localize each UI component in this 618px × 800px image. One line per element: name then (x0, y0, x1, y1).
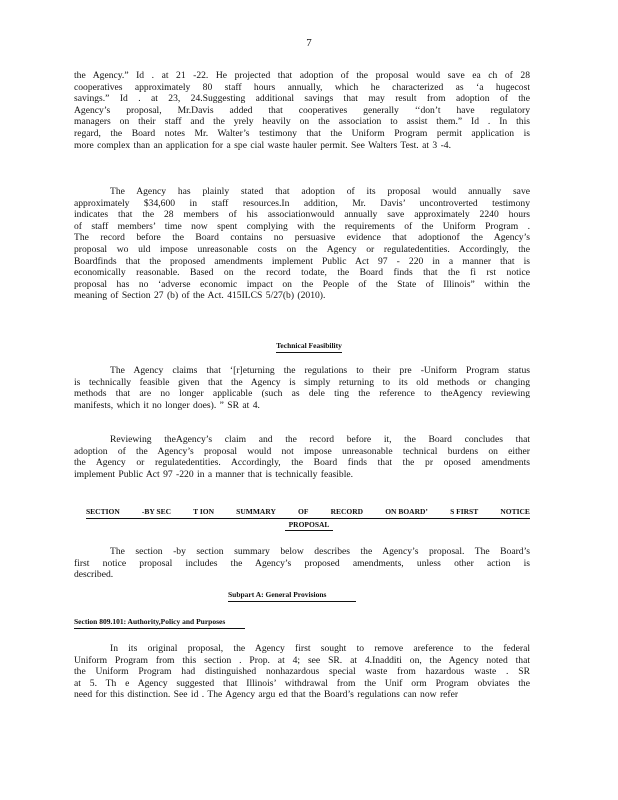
heading-subpart-a (228, 590, 356, 602)
paragraph-line: the Uniform Program had distinguished nonhazardous special waste from hazardous waste . SR (74, 666, 530, 678)
summary-heading-word: T ION (193, 507, 215, 516)
paragraph-line: the Agency.” Id . at 21 -22. He projected that adoption of the proposal would save ea ch of 28 (74, 70, 530, 81)
paragraph-line: methods that are no longer applicable (such as dele ting the reference to theAgency reviewing (74, 388, 530, 400)
paragraph-technical-review (74, 434, 530, 480)
heading-technical-feasibility-text: Technical Feasibility (276, 341, 342, 353)
summary-heading-word: ON BOARD’ (385, 507, 428, 516)
page-number: 7 (306, 37, 312, 49)
paragraph-line: at 5. Th e Agency suggested that Illinois’ withdrawal from the Unif orm Program obviates the (74, 677, 530, 689)
paragraph-line: indicates that the 28 members of his associationwould annually save approximately 2240 hours (74, 209, 530, 221)
paragraph-line: managers on their staff and the yrely heavily on the association to assist them.” Id . In this (74, 116, 530, 128)
paragraph-line: meaning of Section 27 (b) of the Act. 415ILCS 5/27(b) (2010). (74, 290, 326, 302)
summary-heading-word: S FIRST (450, 507, 479, 516)
summary-heading-word: -BY SEC (141, 507, 171, 516)
heading-section-summary-proposal (0, 520, 618, 529)
heading-proposal-text: PROPOSAL (285, 520, 334, 531)
paragraph-line: is technically feasible given that the Agency is simply returning to its old methods or changing (74, 376, 530, 388)
paragraph-technical-claim (74, 365, 530, 411)
heading-section-summary (86, 507, 530, 519)
summary-heading-word: SUMMARY (236, 507, 276, 516)
paragraph-summary-intro (74, 546, 530, 581)
paragraph-line: In its original proposal, the Agency first sought to remove areference to the federal (110, 643, 530, 654)
paragraph-line: proposal has no ‘adverse economic impact on the People of the State of Illinois” within the (74, 278, 530, 290)
paragraph-line: proposal wo uld impose unreasonable costs on the Agency or regulatedentities. Accordingly, the (74, 243, 530, 255)
paragraph-line: approximately $34,600 in staff resources.In addition, Mr. Davis’ uncontroverted testimony (74, 197, 530, 209)
heading-section-809-101 (74, 617, 245, 629)
paragraph-line: cooperatives approximately 80 staff hours annually, which he characterized as ‘a hugecost (74, 81, 530, 93)
paragraph-line: Agency’s proposal, Mr.Davis added that cooperatives generally ‘‘don’t have regulatory (74, 104, 530, 116)
paragraph-line: Boardfinds that the proposed amendments implement Public Act 97 - 220 in a manner that is (74, 255, 530, 267)
paragraph-line: need for this distinction. See id . The Agency argu ed that the Board’s regulations can now refer (74, 689, 459, 701)
paragraph-line: economically reasonable. Based on the record todate, the Board finds that the fi rst notice (74, 267, 530, 279)
paragraph-line: manifests, which it no longer does). ” SR at 4. (74, 399, 260, 411)
paragraph-line: savings.” Id . at 23, 24.Suggesting additional savings that may result from adoption of the (74, 93, 530, 105)
heading-section-809-text: Section 809.101: Authority,Policy and Purposes (74, 617, 245, 629)
paragraph-line: the Agency or regulatedentities. Accordingly, the Board finds that the pr oposed amendments (74, 457, 530, 469)
paragraph-line: implement Public Act 97 -220 in a manner that is technically feasible. (74, 468, 354, 480)
paragraph-line: first notice proposal includes the Agency’s proposed amendments, unless other action is (74, 557, 530, 569)
summary-heading-word: OF (298, 507, 309, 516)
paragraph-line: described. (74, 569, 114, 581)
paragraph-section-809-discussion (74, 643, 530, 701)
paragraph-line: of staff members’ time now spent complying with the requirements of the Uniform Program . (74, 220, 530, 232)
paragraph-line: The record before the Board contains no persuasive evidence that adoptionof the Agency’s (74, 232, 530, 244)
paragraph-line: adoption of the Agency’s proposal would not impose unreasonable technical burdens on either (74, 445, 530, 457)
paragraph-economic-reasonableness (74, 186, 530, 302)
heading-subpart-text: Subpart A: General Provisions (228, 590, 356, 602)
paragraph-line: The Agency claims that ‘[r]eturning the regulations to their pre -Uniform Program status (110, 365, 530, 376)
paragraph-line: Reviewing theAgency’s claim and the record before it, the Board concludes that (110, 434, 530, 445)
paragraph-line: Uniform Program from this section . Prop. at 4; see SR. at 4.Inadditi on, the Agency noted that (74, 654, 530, 666)
paragraph-line: more complex than an application for a spe cial waste hauler permit. See Walters Test. at 3 -4. (74, 139, 451, 151)
heading-technical-feasibility (0, 341, 618, 353)
paragraph-line: The Agency has plainly stated that adoption of its proposal would annually save (110, 186, 530, 197)
summary-heading-word: RECORD (330, 507, 364, 516)
summary-heading-word: SECTION (86, 507, 120, 516)
summary-heading-word: NOTICE (500, 507, 530, 516)
paragraph-line: regard, the Board notes Mr. Walter’s testimony that the Uniform Program permit application is (74, 127, 530, 139)
paragraph-line: The section -by section summary below describes the Agency’s proposal. The Board’s (110, 546, 530, 557)
paragraph-cost-savings (74, 70, 530, 151)
